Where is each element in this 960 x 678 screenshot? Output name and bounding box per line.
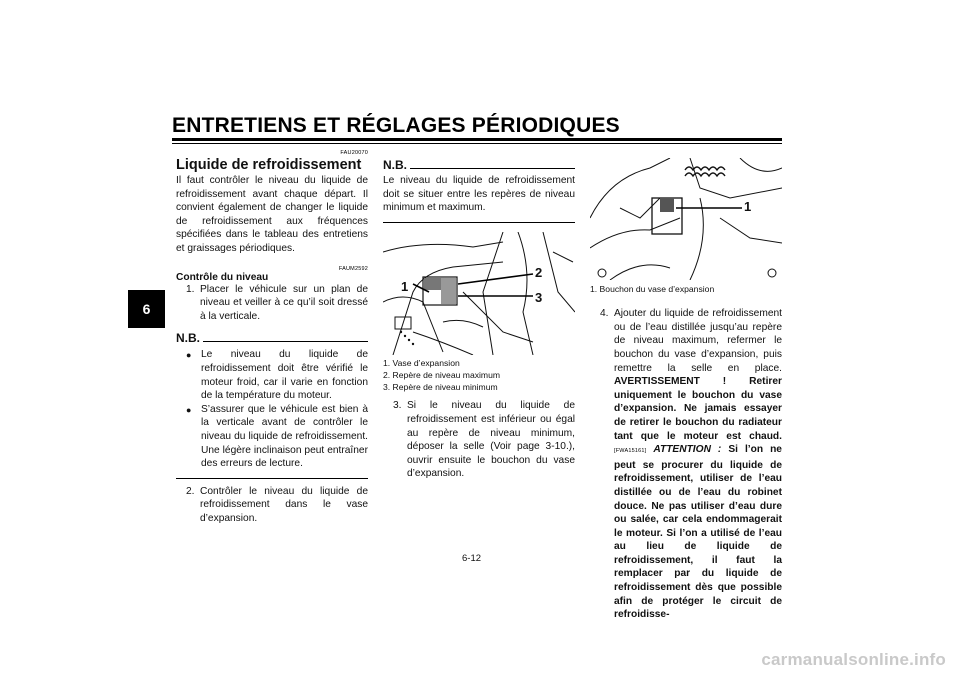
caption-1: 1. Bouchon du vase d’expansion: [590, 284, 715, 294]
caption-3: 3. Repère de niveau minimum: [383, 382, 498, 393]
step-4: [590, 307, 782, 622]
caption-list: [383, 357, 575, 394]
section-code: FAU20070: [340, 150, 368, 156]
nb-end-rule: [383, 222, 575, 223]
caution-label: ATTENTION :: [653, 444, 722, 456]
step-3: [383, 399, 575, 481]
nb-heading-rule: [176, 341, 368, 342]
column-1: [176, 150, 368, 525]
nb-label: N.B.: [383, 158, 410, 172]
column-3: [590, 158, 782, 622]
step-4-number: 4.: [600, 308, 609, 320]
nb-heading-rule: [383, 168, 575, 169]
caption-1: 1. Vase d’expansion: [383, 357, 460, 368]
nb-bullet-2-text: S’assurer que le véhicule est bien à la verticale avant de contrôler le niveau du liquide de refroidissement. Une légère inclinaison peut entraîner des erreurs de lecture.: [201, 403, 368, 470]
illustration-cap: [590, 158, 782, 280]
header-rule-thin: [172, 143, 782, 144]
chapter-tab: 6: [128, 290, 165, 328]
callout-1: 1: [401, 278, 409, 294]
page-header-title: ENTRETIENS ET RÉGLAGES PÉRIODIQUES: [172, 114, 620, 137]
callout-3: 3: [535, 289, 543, 305]
step-2-text: Contrôler le niveau du liquide de refroidissement dans le vase d’expansion.: [200, 485, 368, 524]
nb-bullet-1-text: Le niveau du liquide de refroidissement doit être vérifié le moteur froid, car il varie en fonction de la température du moteur.: [201, 349, 368, 402]
step-2: [176, 485, 368, 526]
column-2: [383, 158, 575, 481]
step-1-number: 1.: [186, 283, 195, 295]
section-intro: Il faut contrôler le niveau du liquide de refroidissement avant chaque départ. Il convient également de changer le liquide de refroidissement aux fréquences spécifiées dans le tableau des entretiens et graissages périodiques.: [176, 175, 368, 254]
header-rule-thick: [172, 138, 782, 141]
nb-text: Le niveau du liquide de refroidissement doit se situer entre les repères de niveau minimum et maximum.: [383, 175, 575, 214]
nb-end-rule: [176, 478, 368, 479]
step-3-text: Si le niveau du liquide de refroidissement est inférieur ou égal au repère de niveau minimum, déposer la selle (Voir page 3-10.), ouvrir ensuite le bouchon du vase d’expansion.: [407, 400, 575, 480]
bullet-icon: ●: [186, 404, 192, 415]
step-1-text: Placer le véhicule sur un plan de niveau et veiller à ce qu’il soit dressé à la verticale.: [200, 283, 368, 322]
cap-drawing-icon: [590, 158, 782, 280]
reservoir-drawing-icon: [383, 232, 575, 355]
page-number: 6-12: [462, 553, 482, 564]
nb-heading: [176, 331, 368, 345]
subsection-title: Contrôle du niveau: [176, 271, 269, 283]
watermark: carmanualsonline.info: [761, 650, 946, 669]
nb-bullet-2: [176, 403, 368, 471]
caution-text: Si l’on ne peut se procurer du liquide de refroidissement, utiliser de l’eau distillée ou de l’eau du robinet douce. Ne pas utiliser d’eau dure ou salée, car cela endommagerait le moteur. Si l’on a utilisé de l’eau au lieu de liquide de refroidissement, il faut la remplacer par du liquide de refroidissement dès que possible afin de protéger le circuit de refroidisse-: [614, 444, 782, 621]
nb-label: N.B.: [176, 331, 203, 345]
nb-bullet-1: [176, 348, 368, 402]
step-3-number: 3.: [393, 400, 402, 412]
nb-heading-2: [383, 158, 575, 172]
step-4-body: [614, 307, 782, 622]
callout-1: 1: [744, 199, 752, 214]
warning-code: [FWA15161]: [614, 448, 647, 455]
warning-text: AVERTISSEMENT ! Retirer uniquement le bouchon du vase d’expansion. Ne jamais essayer de retirer le bouchon du radiateur tant que le moteur est chaud.: [614, 376, 782, 442]
step-4-text: Ajouter du liquide de refroidissement ou de l’eau distillée jusqu’au repère de niveau maximum, refermer le bouchon du vase d’expansion, puis remettre la selle en place.: [614, 308, 782, 374]
subsection-code: FAUM2592: [338, 265, 368, 272]
caption-2: 2. Repère de niveau maximum: [383, 369, 501, 380]
callout-2: 2: [535, 264, 543, 280]
step-1: [176, 283, 368, 324]
section-title: Liquide de refroidissement: [176, 157, 362, 173]
step-2-number: 2.: [186, 485, 195, 497]
illustration-reservoir: [383, 232, 575, 355]
bullet-icon: ●: [186, 350, 192, 361]
